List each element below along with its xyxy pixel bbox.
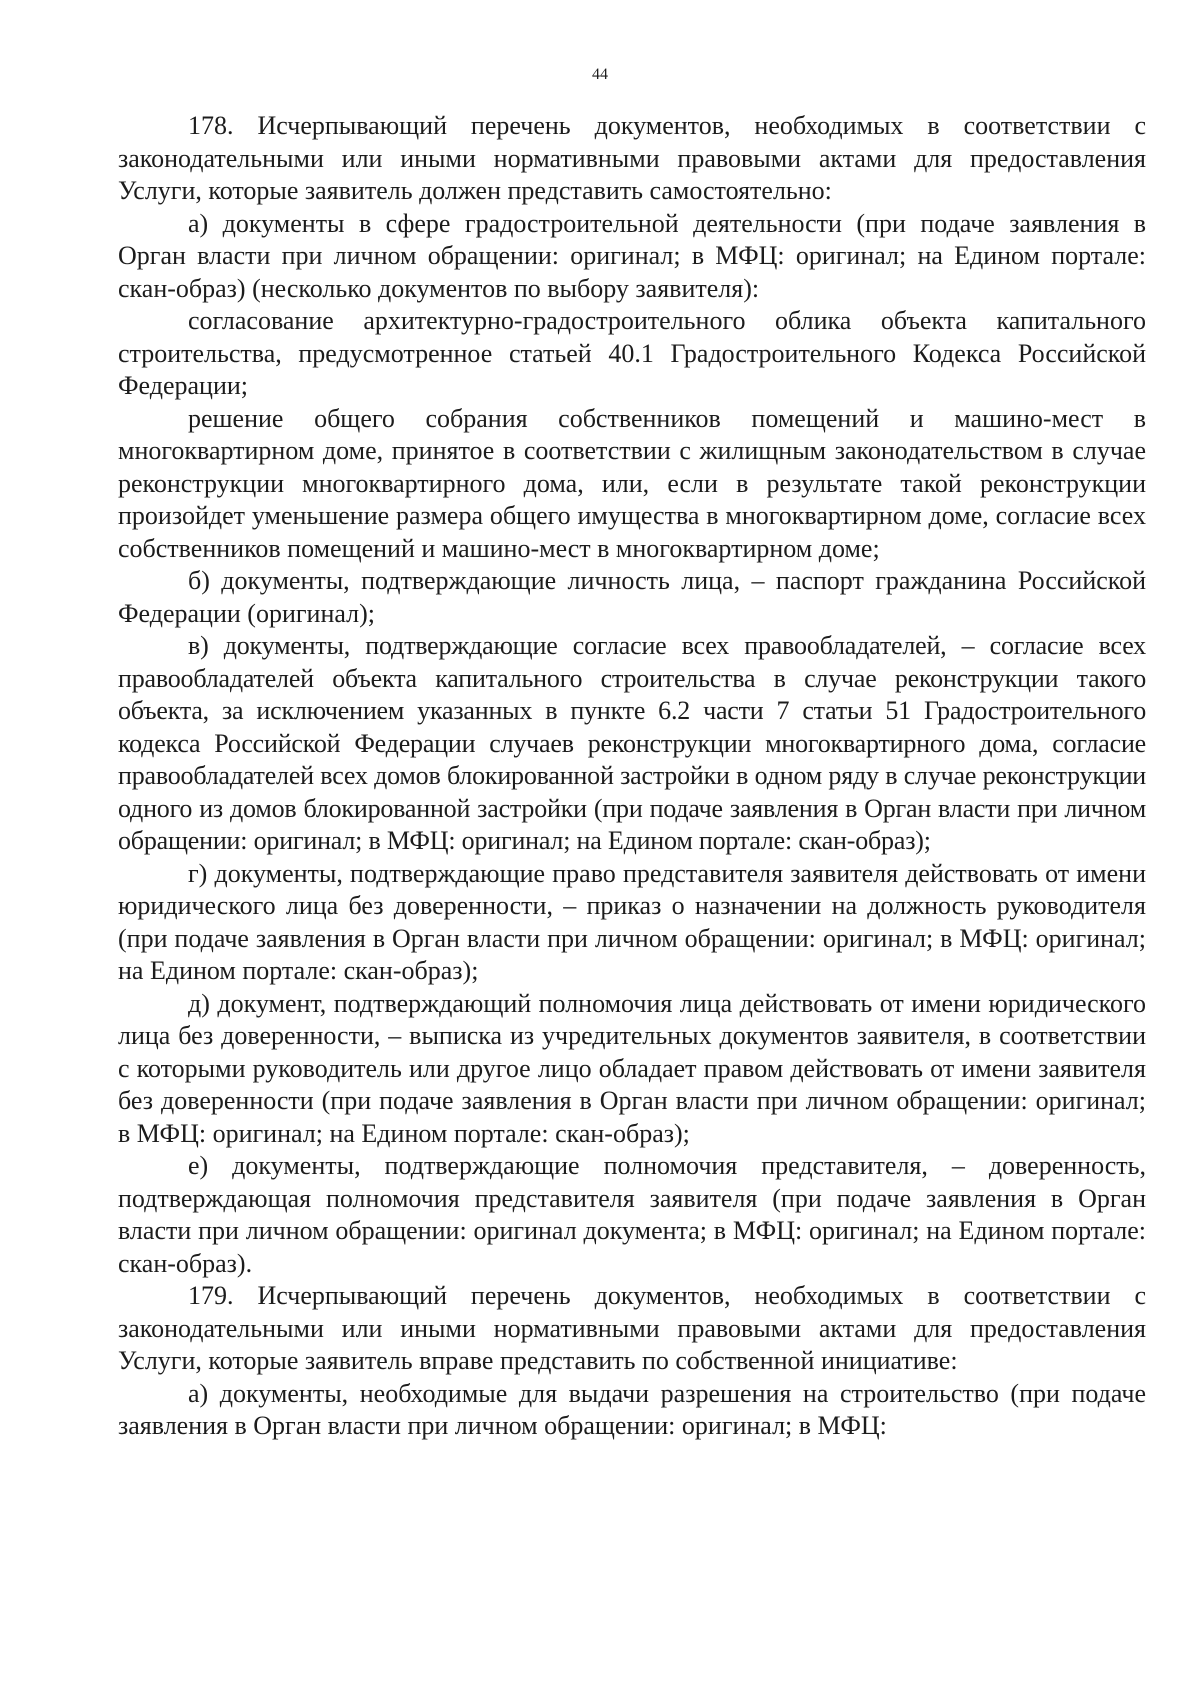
paragraph-178-intro: 178. Исчерпывающий перечень документов, необходимых в соответствии с законодательными или иными нормативными правовыми актами для предоставления Услуги, которые заявитель должен представить самостоятельно: [118,111,1146,205]
paragraph-178-a-approval: согласование архитектурно-градостроительного облика объекта капитального строительства, предусмотренное статьей 40.1 Градостроительного Кодекса Российской Федерации; [118,306,1146,400]
paragraph-179-intro: 179. Исчерпывающий перечень документов, необходимых в соответствии с законодательными или иными нормативными правовыми актами для предоставления Услуги, которые заявитель вправе представить по собственной инициативе: [118,1281,1146,1375]
paragraph-178-v: в) документы, подтверждающие согласие всех правообладателей, – согласие всех правообладателей объекта капитального строительства в случае реконструкции такого объекта, за исключением указанных в пункте 6.2 части 7 статьи 51 Градостроительного кодекса Российской Федерации случаев реконструкции многоквартирного дома, согласие правообладателей всех домов блокированной застройки в одном ряду в случае реконструкции одного из домов блокированной застройки (при подаче заявления в Орган власти при личном обращении: оригинал; в МФЦ: оригинал; на Едином портале: скан-образ); [118,631,1146,855]
paragraph-178-a-owners-decision: решение общего собрания собственников помещений и машино-мест в многоквартирном доме, принятое в соответствии с жилищным законодательством в случае реконструкции многоквартирного дома, или, если в результате такой реконструкции произойдет уменьшение размера общего имущества в многоквартирном доме, согласие всех собственников помещений и машино-мест в многоквартирном доме; [118,403,1146,563]
paragraph-179-a: а) документы, необходимые для выдачи разрешения на строительство (при подаче заявления в Орган власти при личном обращении: оригинал; в МФЦ: [118,1378,1146,1440]
paragraph-178-b: б) документы, подтверждающие личность лица, – паспорт гражданина Российской Федерации (оригинал); [118,566,1146,628]
page-number: 44 [592,66,608,83]
paragraph-178-e: е) документы, подтверждающие полномочия представителя, – доверенность, подтверждающая полномочия представителя заявителя (при подаче заявления в Орган власти при личном обращении: оригинал документа; в МФЦ: оригинал; на Едином портале: скан-образ). [118,1151,1146,1278]
paragraph-178-d: д) документ, подтверждающий полномочия лица действовать от имени юридического лица без доверенности, – выписка из учредительных документов заявителя, в соответствии с которыми руководитель или другое лицо обладает правом действовать от имени заявителя без доверенности (при подаче заявления в Орган власти при личном обращении: оригинал; в МФЦ: оригинал; на Едином портале: скан-образ); [118,988,1146,1148]
paragraph-178-g: г) документы, подтверждающие право представителя заявителя действовать от имени юридического лица без доверенности, – приказ о назначении на должность руководителя (при подаче заявления в Орган власти при личном обращении: оригинал; в МФЦ: оригинал; на Едином портале: скан-образ); [118,858,1146,985]
paragraph-178-a: а) документы в сфере градостроительной деятельности (при подаче заявления в Орган власти при личном обращении: оригинал; в МФЦ: оригинал; на Едином портале: скан-образ) (несколько документов по выбору заявителя): [118,208,1146,303]
document-body [118,110,1146,1443]
